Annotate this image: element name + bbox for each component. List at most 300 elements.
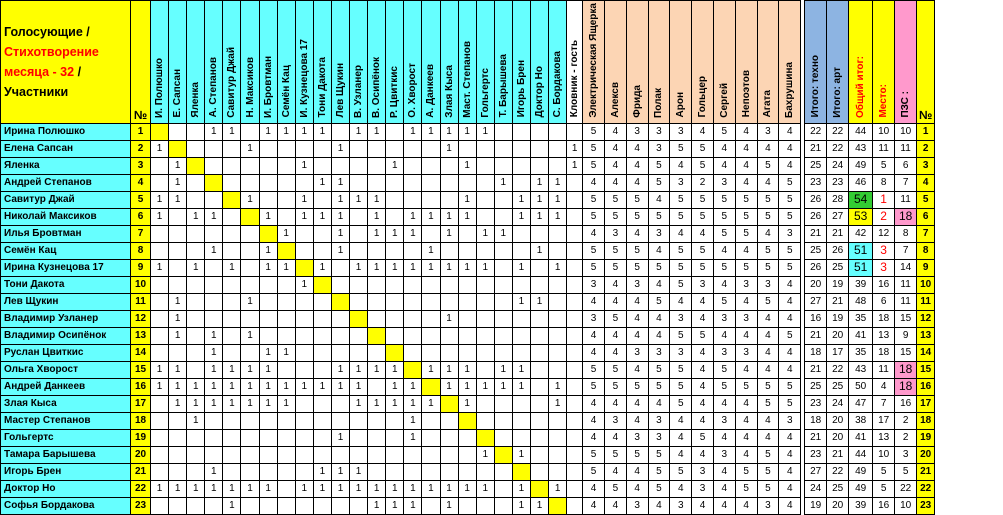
jury-header-label: Бахрушина [784,61,796,118]
vote-cell [549,276,567,293]
overall-total: 51 [849,259,873,276]
vote-cell [494,259,512,276]
vote-cell: 1 [277,378,295,395]
vote-cell: 1 [151,480,169,497]
vote-cell [331,327,349,344]
row-number-right: 5 [917,191,935,208]
jury-score: 4 [583,293,605,310]
vote-cell [549,344,567,361]
vote-cell [440,242,458,259]
jury-score: 4 [735,395,757,412]
vote-cell [386,208,404,225]
row-number-right: 20 [917,446,935,463]
jury-score: 5 [604,242,626,259]
voter-header [404,1,422,124]
jury-score: 3 [648,412,670,429]
voter-header [151,1,169,124]
jury-score: 5 [713,293,735,310]
vote-cell: 1 [205,480,223,497]
vote-cell [404,276,422,293]
voter-header [368,1,386,124]
vote-cell [277,174,295,191]
vote-cell [241,157,259,174]
pzs-score: 15 [895,310,917,327]
vote-cell [458,225,476,242]
row-number: 9 [131,259,151,276]
vote-cell: 1 [368,191,386,208]
vote-cell [494,412,512,429]
vote-cell [440,157,458,174]
row-number: 7 [131,225,151,242]
jury-score: 5 [757,446,779,463]
total-art: 20 [827,327,849,344]
jury-score: 3 [757,497,779,514]
jury-header [604,1,626,124]
jury-score: 5 [626,208,648,225]
vote-cell: 1 [295,191,313,208]
pzs-score: 7 [895,174,917,191]
vote-cell: 1 [223,497,241,514]
overall-total: 38 [849,412,873,429]
vote-cell [295,174,313,191]
vote-cell [567,310,583,327]
vote-cell [386,412,404,429]
vote-cell [350,208,368,225]
jury-score: 5 [713,191,735,208]
vote-cell [458,242,476,259]
participant-name: Владимир Узланер [1,310,131,327]
jury-score: 4 [757,429,779,446]
vote-cell [350,174,368,191]
table-row [1,208,935,225]
place: 5 [873,157,895,174]
vote-cell [567,276,583,293]
vote-cell: 1 [549,395,567,412]
vote-cell [295,310,313,327]
table-row [1,446,935,463]
jury-score: 4 [583,497,605,514]
voter-header [549,1,567,124]
jury-score: 4 [670,429,692,446]
pzs-score: 10 [895,497,917,514]
vote-cell: 1 [530,242,548,259]
vote-cell: 1 [440,378,458,395]
jury-score: 3 [757,276,779,293]
vote-cell: 1 [440,259,458,276]
voter-header-label: Игорь Брен [515,60,527,118]
vote-cell [241,429,259,446]
result-header [873,1,895,124]
vote-cell [259,174,277,191]
participant-name: Николай Максиков [1,208,131,225]
place: 16 [873,497,895,514]
pzs-score: 2 [895,412,917,429]
vote-cell: 1 [440,310,458,327]
vote-cell [151,174,169,191]
vote-cell: 1 [422,259,440,276]
jury-score: 3 [583,310,605,327]
vote-cell [494,157,512,174]
vote-cell [277,242,295,259]
row-number-right: 17 [917,395,935,412]
vote-cell [422,463,440,480]
jury-header [757,1,779,124]
jury-score: 3 [713,412,735,429]
vote-cell: 1 [205,327,223,344]
table-row [1,242,935,259]
vote-cell [567,123,583,140]
jury-score: 5 [757,242,779,259]
vote-cell [295,225,313,242]
jury-score: 4 [713,429,735,446]
jury-score: 4 [604,293,626,310]
voter-header-label: Тони Дакота [316,57,328,118]
vote-cell [205,157,223,174]
overall-total: 41 [849,327,873,344]
vote-cell: 1 [440,225,458,242]
vote-cell [440,429,458,446]
vote-cell: 1 [458,361,476,378]
vote-cell [277,293,295,310]
vote-cell [476,497,494,514]
vote-cell [494,446,512,463]
voter-header [205,1,223,124]
vote-cell [530,429,548,446]
vote-cell [404,191,422,208]
vote-cell: 1 [404,497,422,514]
pzs-score: 15 [895,344,917,361]
vote-cell [151,463,169,480]
vote-cell: 1 [205,361,223,378]
pzs-score: 22 [895,480,917,497]
vote-cell [223,208,241,225]
vote-cell [331,497,349,514]
vote-cell: 1 [512,259,530,276]
vote-cell [169,344,187,361]
vote-cell: 1 [386,225,404,242]
vote-cell [151,344,169,361]
row-number-right: 22 [917,480,935,497]
row-number-right: 10 [917,276,935,293]
vote-cell: 1 [169,327,187,344]
jury-score: 4 [626,463,648,480]
vote-cell: 1 [187,259,205,276]
row-number-right: 12 [917,310,935,327]
vote-cell [458,344,476,361]
overall-total: 47 [849,395,873,412]
vote-cell [205,293,223,310]
vote-cell: 1 [169,480,187,497]
total-techno: 20 [805,276,827,293]
vote-cell [512,310,530,327]
jury-score: 3 [757,123,779,140]
vote-cell [422,276,440,293]
row-number: 6 [131,208,151,225]
pzs-score: 11 [895,276,917,293]
jury-score: 5 [670,276,692,293]
vote-cell [313,242,331,259]
jury-score: 4 [604,344,626,361]
vote-cell [549,327,567,344]
row-number: 15 [131,361,151,378]
vote-cell [512,225,530,242]
voter-header [422,1,440,124]
vote-cell [259,293,277,310]
row-number-right: 7 [917,225,935,242]
vote-cell: 1 [223,123,241,140]
voter-header-label: А. Степанов [208,57,220,118]
jury-header [670,1,692,124]
jury-score: 5 [670,208,692,225]
place: 18 [873,344,895,361]
vote-cell: 1 [313,259,331,276]
jury-score: 4 [626,480,648,497]
vote-cell [512,463,530,480]
jury-score: 5 [779,191,801,208]
jury-score: 3 [692,480,714,497]
place: 8 [873,174,895,191]
result-header-label: Итого: арт [832,66,844,118]
vote-cell: 1 [259,480,277,497]
vote-cell: 1 [350,378,368,395]
table-row [1,174,935,191]
table-row [1,293,935,310]
total-art: 22 [827,361,849,378]
vote-cell [404,446,422,463]
jury-score: 3 [779,412,801,429]
jury-score: 3 [713,344,735,361]
voter-header [169,1,187,124]
jury-score: 4 [648,310,670,327]
vote-cell [549,123,567,140]
vote-cell: 1 [223,395,241,412]
jury-score: 4 [735,123,757,140]
vote-cell: 1 [313,463,331,480]
place: 6 [873,293,895,310]
voter-header-label: А. Данкеев [425,63,437,118]
vote-cell [350,242,368,259]
jury-score: 5 [648,463,670,480]
participant-name: Руслан Цвиткис [1,344,131,361]
vote-cell: 1 [512,191,530,208]
vote-cell: 1 [422,123,440,140]
total-art: 21 [827,225,849,242]
vote-cell [404,327,422,344]
jury-score: 5 [648,208,670,225]
vote-cell [277,327,295,344]
vote-cell [151,429,169,446]
vote-cell [277,361,295,378]
participant-name: Лев Щукин [1,293,131,310]
vote-cell [295,429,313,446]
vote-cell [494,208,512,225]
table-row [1,157,935,174]
jury-score: 5 [779,208,801,225]
vote-cell: 1 [530,174,548,191]
jury-score: 5 [604,208,626,225]
participant-name: Злая Кыса [1,395,131,412]
vote-cell: 1 [494,174,512,191]
voter-header [512,1,530,124]
pzs-score: 9 [895,327,917,344]
jury-score: 4 [779,157,801,174]
jury-score: 3 [648,123,670,140]
vote-cell [169,412,187,429]
vote-cell [549,225,567,242]
place: 3 [873,259,895,276]
participant-name: Ирина Полюшко [1,123,131,140]
vote-cell [169,123,187,140]
vote-cell: 1 [386,395,404,412]
vote-cell: 1 [404,123,422,140]
vote-cell [476,344,494,361]
vote-cell [350,276,368,293]
title-line4: Участники [4,84,69,99]
vote-cell [151,446,169,463]
vote-cell [422,157,440,174]
result-header [805,1,827,124]
jury-score: 4 [604,327,626,344]
vote-cell [422,225,440,242]
result-header [849,1,873,124]
overall-total: 51 [849,242,873,259]
vote-cell: 1 [241,378,259,395]
vote-cell: 1 [476,446,494,463]
vote-cell [494,191,512,208]
vote-cell [567,208,583,225]
vote-cell: 1 [241,395,259,412]
jury-score: 5 [648,157,670,174]
vote-cell [241,276,259,293]
vote-cell [313,276,331,293]
vote-cell [259,225,277,242]
jury-score: 4 [670,446,692,463]
voter-header-label: В. Узланер [353,64,365,118]
vote-cell [313,327,331,344]
vote-cell [205,191,223,208]
vote-cell [368,446,386,463]
total-techno: 26 [805,208,827,225]
jury-score: 5 [604,378,626,395]
overall-total: 39 [849,497,873,514]
vote-cell [169,140,187,157]
pzs-score: 11 [895,293,917,310]
voter-header-label: И. Бровтман [262,55,274,118]
vote-cell [404,174,422,191]
vote-cell [494,497,512,514]
place: 3 [873,242,895,259]
total-art: 19 [827,310,849,327]
vote-cell: 1 [476,378,494,395]
vote-cell [458,446,476,463]
jury-score: 4 [713,276,735,293]
vote-cell [530,480,548,497]
vote-cell [458,497,476,514]
jury-score: 5 [648,480,670,497]
jury-score: 4 [713,327,735,344]
jury-score: 5 [604,191,626,208]
vote-cell [386,293,404,310]
voter-header [223,1,241,124]
vote-cell [422,497,440,514]
vote-cell: 1 [440,480,458,497]
vote-cell: 1 [241,191,259,208]
vote-cell [313,225,331,242]
participant-name: Доктор Но [1,480,131,497]
vote-cell: 1 [241,480,259,497]
vote-cell [331,276,349,293]
jury-score: 5 [779,395,801,412]
overall-total: 44 [849,123,873,140]
vote-cell [530,446,548,463]
vote-cell [259,412,277,429]
table-row [1,378,935,395]
vote-cell [151,276,169,293]
vote-cell: 1 [549,191,567,208]
vote-cell [350,157,368,174]
vote-cell [567,361,583,378]
vote-cell: 1 [368,395,386,412]
vote-cell [223,174,241,191]
vote-cell [151,327,169,344]
title-line2: Стихотворение месяца - 32 [4,44,99,79]
row-number: 21 [131,463,151,480]
overall-total: 35 [849,310,873,327]
jury-score: 5 [626,259,648,276]
row-number: 22 [131,480,151,497]
vote-cell [205,310,223,327]
vote-cell [223,344,241,361]
place: 1 [873,191,895,208]
vote-cell [440,446,458,463]
jury-score: 5 [692,157,714,174]
vote-cell [567,378,583,395]
vote-cell: 1 [187,480,205,497]
vote-cell [151,242,169,259]
vote-cell [368,429,386,446]
vote-cell [205,429,223,446]
overall-total: 35 [849,344,873,361]
vote-cell [295,242,313,259]
vote-cell: 1 [259,395,277,412]
vote-cell [151,225,169,242]
jury-score: 3 [692,276,714,293]
overall-total: 54 [849,191,873,208]
vote-cell [386,242,404,259]
vote-cell: 1 [259,242,277,259]
vote-cell: 1 [458,259,476,276]
vote-cell: 1 [549,208,567,225]
jury-score: 4 [779,293,801,310]
vote-cell [350,412,368,429]
jury-score: 4 [670,157,692,174]
vote-cell [494,123,512,140]
vote-cell [512,242,530,259]
total-art: 19 [827,276,849,293]
jury-score: 5 [713,361,735,378]
vote-cell [440,174,458,191]
vote-cell [476,242,494,259]
vote-cell [386,344,404,361]
vote-cell [549,310,567,327]
row-number-right: 18 [917,412,935,429]
vote-cell [512,429,530,446]
jury-score: 4 [779,310,801,327]
participant-name: Семён Кац [1,242,131,259]
row-number: 3 [131,157,151,174]
voter-header-label: В. Осипёнок [371,56,383,118]
jury-score: 4 [779,497,801,514]
